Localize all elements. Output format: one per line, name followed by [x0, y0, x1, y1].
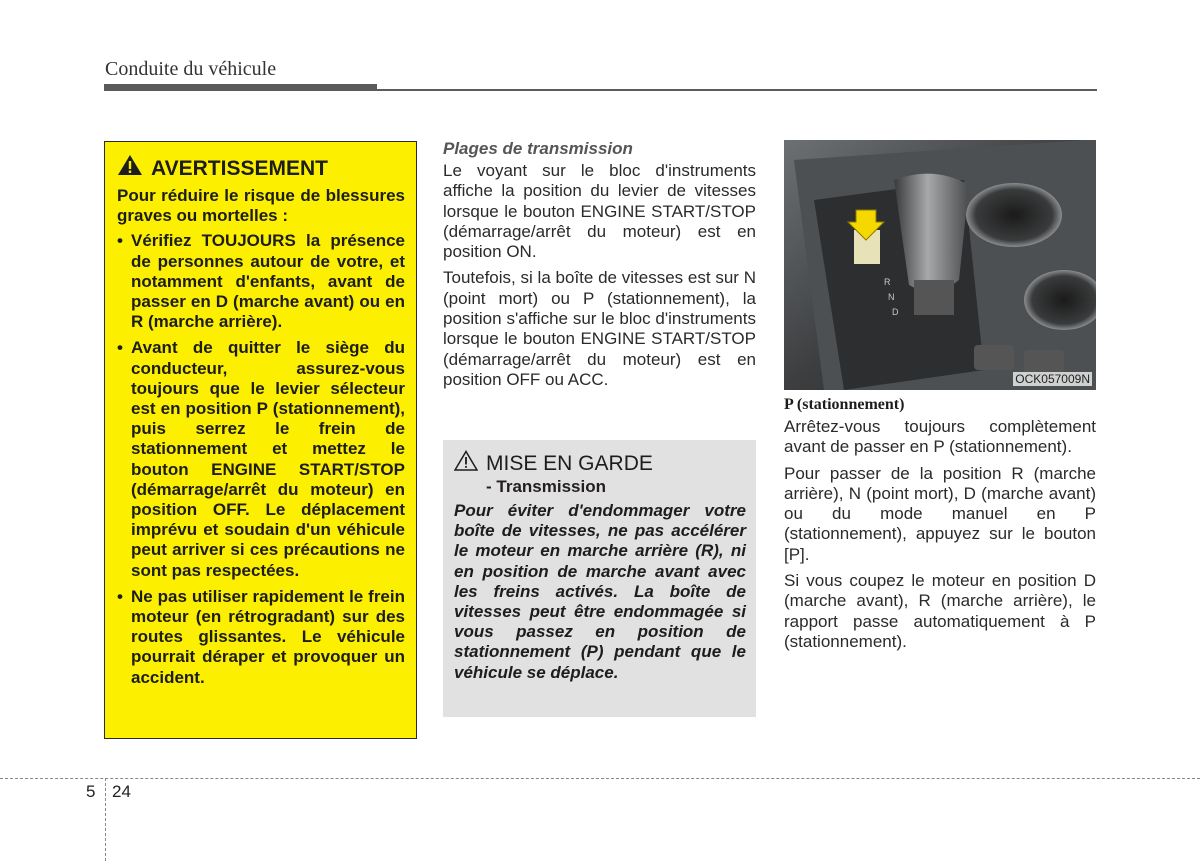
warning-title-text: AVERTISSEMENT: [151, 156, 328, 180]
caution-text: Pour éviter d'endommager votre boîte de vitesses, ne pas accélérer le moteur en marche arrière (R), ni en position de marche avant avec les freins activés. La boîte de vitesses peut être endommagée si vous passez en position de stationnement (P) pendant que le véhicule se déplace.: [454, 501, 746, 682]
caution-subtitle: - Transmission: [486, 477, 606, 496]
photo-reference-code: OCK057009N: [1015, 372, 1090, 386]
warning-intro: Pour réduire le risque de blessures graves ou mortelles :: [117, 186, 405, 226]
middle-column: [443, 138, 756, 396]
warning-list: [117, 231, 405, 687]
body-paragraph: Arrêtez-vous toujours complètement avant de passer en P (stationnement).: [784, 417, 1096, 457]
svg-text:D: D: [892, 307, 899, 317]
svg-text:N: N: [888, 292, 895, 302]
warning-item: • Vérifiez TOUJOURS la présence de personnes autour de votre, et notamment d'enfants, avant de passer en D (marche avant) ou en R (marche arrière).: [117, 231, 405, 332]
section-heading-park: P (stationnement): [784, 396, 905, 413]
body-paragraph: Pour passer de la position R (marche arrière), N (point mort), D (marche avant) ou du mode manuel en P (stationnement), appuyez sur le bouton [P].: [784, 463, 1096, 564]
svg-text:R: R: [884, 277, 891, 287]
gear-shifter-illustration: [784, 140, 1096, 390]
page-header-title: Conduite du véhicule: [105, 58, 277, 80]
caution-box: [443, 440, 756, 717]
caution-triangle-icon: [454, 450, 478, 477]
gear-shifter-photo: [784, 140, 1096, 390]
footer-divider: [105, 778, 106, 861]
warning-item: • Avant de quitter le siège du conducteur, assurez-vous toujours que le levier sélecteur est en position P (stationnement), puis serrez le frein de stationnement et mettez le bouton ENGINE START/STOP (démarrage/arrêt du moteur) en position OFF. Le déplacement imprévu et soudain d'un véhicule peut arriver si ces précautions ne sont pas respectées.: [117, 338, 405, 580]
warning-item: • Ne pas utiliser rapidement le frein moteur (en rétrogradant) sur des routes glissantes. Le véhicule pourrait déraper et provoquer un accident.: [117, 587, 405, 688]
page-number: 24: [112, 782, 131, 801]
warning-title: [117, 154, 405, 183]
warning-triangle-icon: [117, 154, 143, 183]
right-column: [784, 395, 1096, 658]
body-paragraph: Le voyant sur le bloc d'instruments affiche la position du levier de vitesses lorsque le bouton ENGINE START/STOP (démarrage/arrêt du moteur) est en position ON.: [443, 161, 756, 262]
section-heading-transmission-ranges: Plages de transmission: [443, 139, 633, 158]
body-paragraph: Si vous coupez le moteur en position D (marche avant), R (marche arrière), le rapport passe automatiquement à P (stationnement).: [784, 571, 1096, 651]
header-rule-thin: [377, 89, 1097, 91]
footer-rule: [0, 778, 1200, 779]
header-rule-thick: [104, 84, 377, 91]
warning-box: [104, 141, 417, 739]
caution-title-text: MISE EN GARDE: [486, 451, 653, 475]
body-paragraph: Toutefois, si la boîte de vitesses est sur N (point mort) ou P (stationnement), la position s'affiche sur le bloc d'instruments lorsque le bouton ENGINE START/STOP (démarrage/arrêt du moteur) est en position OFF ou ACC.: [443, 268, 756, 389]
chapter-number: 5: [86, 782, 96, 801]
caution-title: [454, 450, 746, 477]
